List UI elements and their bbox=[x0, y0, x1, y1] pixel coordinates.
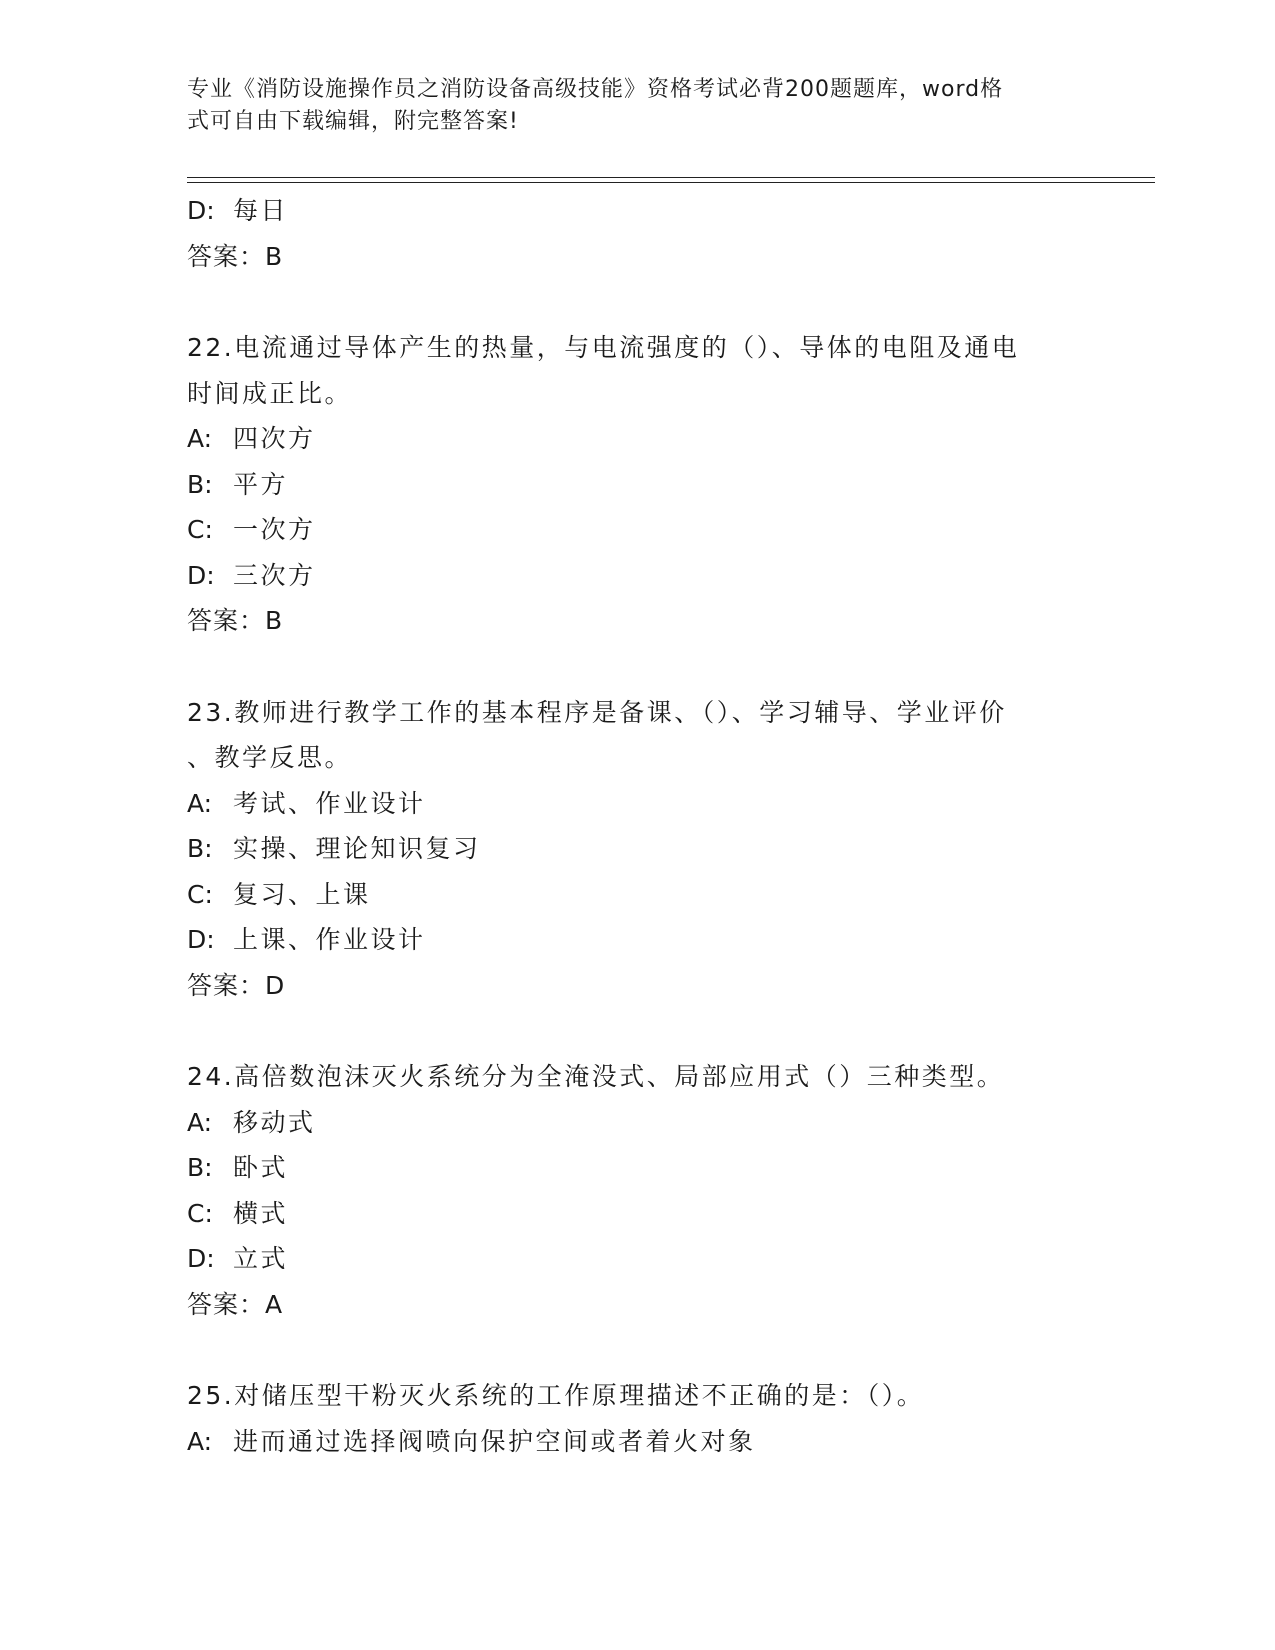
option-d: D: 立式 bbox=[187, 1244, 289, 1273]
option-d: D: 每日 bbox=[187, 196, 289, 225]
answer-line: 答案：D bbox=[187, 970, 286, 1000]
option-d: D: 三次方 bbox=[187, 560, 316, 590]
option-c: C: 复习、上课 bbox=[187, 879, 371, 909]
option-c: C: 一次方 bbox=[187, 515, 316, 544]
header-rule-top bbox=[187, 177, 1155, 178]
answer-line: 答案：B bbox=[187, 606, 284, 635]
document-header bbox=[187, 74, 1067, 138]
option-a: A: 移动式 bbox=[187, 1107, 316, 1137]
answer-line: 答案：B bbox=[187, 241, 284, 271]
question-stem-cont: 时间成正比。 bbox=[187, 378, 353, 408]
question-stem: 22.电流通过导体产生的热量，与电流强度的（）、导体的电阻及通电 bbox=[187, 333, 1020, 362]
question-stem: 24.高倍数泡沫灭火系统分为全淹没式、局部应用式（）三种类型。 bbox=[187, 1062, 1005, 1091]
option-a: A: 进而通过选择阀喷向保护空间或者着火对象 bbox=[187, 1426, 756, 1456]
option-a: A: 四次方 bbox=[187, 424, 316, 453]
spacer bbox=[187, 1327, 1087, 1373]
question-list bbox=[187, 188, 1087, 1464]
question-stem: 23.教师进行教学工作的基本程序是备课、（）、学习辅导、学业评价 bbox=[187, 697, 1007, 727]
option-d: D: 上课、作业设计 bbox=[187, 925, 426, 954]
header-line-1: 专业《消防设施操作员之消防设备高级技能》资格考试必背200题题库，word格 bbox=[187, 77, 1004, 102]
spacer bbox=[187, 279, 1087, 325]
option-a: A: 考试、作业设计 bbox=[187, 788, 426, 818]
spacer bbox=[187, 1008, 1087, 1054]
answer-line: 答案：A bbox=[187, 1289, 284, 1319]
question-stem-cont: 、教学反思。 bbox=[187, 743, 353, 772]
option-b: B: 卧式 bbox=[187, 1153, 289, 1182]
option-b: B: 平方 bbox=[187, 469, 289, 499]
option-b: B: 实操、理论知识复习 bbox=[187, 834, 481, 863]
header-line-2: 式可自由下载编辑，附完整答案! bbox=[187, 109, 519, 134]
question-stem: 25.对储压型干粉灭火系统的工作原理描述不正确的是：（）。 bbox=[187, 1381, 925, 1410]
option-c: C: 横式 bbox=[187, 1198, 289, 1228]
header-rule-bottom bbox=[187, 182, 1155, 183]
spacer bbox=[187, 644, 1087, 690]
